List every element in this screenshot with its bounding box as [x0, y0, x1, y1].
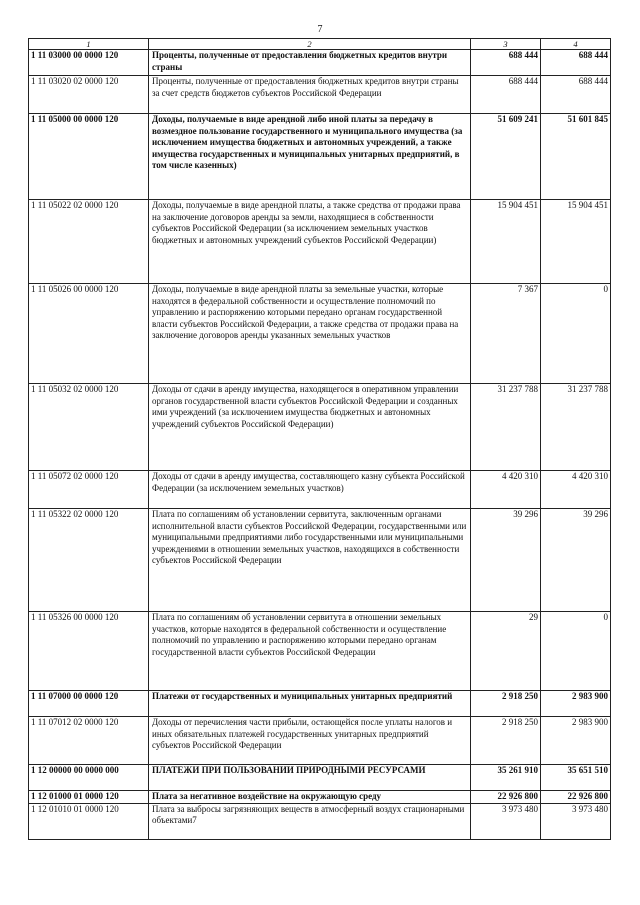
value-col4-cell: 0: [541, 284, 611, 384]
value-col4-cell: 51 601 845: [541, 114, 611, 200]
table-row: [29, 791, 611, 804]
table-row: [29, 691, 611, 717]
value-col4-cell: 3 973 480: [541, 803, 611, 839]
column-header: 1: [29, 39, 149, 50]
name-cell: Плата по соглашениям об установлении сервитута, заключенным органами исполнительной власти субъектов Российской Федерации, государственными или муниципальными предприятиями либо государственными или муниципальными учреждениями в отношении земельных участков, находящихся в собственности субъектов Российской Федерации: [149, 509, 471, 612]
value-col4-cell: 688 444: [541, 76, 611, 114]
value-col4-cell: 4 420 310: [541, 471, 611, 509]
name-cell: Доходы, получаемые в виде арендной платы, а также средства от продажи права на заключение договоров аренды за земли, находящиеся в собственности субъектов Российской Федерации (за исключением земельных участков бюджетных и автономных учреждений субъектов Российской Федерации): [149, 200, 471, 284]
table-row: [29, 284, 611, 384]
code-cell: 1 11 05322 02 0000 120: [29, 509, 149, 612]
code-cell: 1 12 01000 01 0000 120: [29, 791, 149, 804]
name-cell: Плата по соглашениям об установлении сервитута в отношении земельных участков, которые находятся в федеральной собственности и осуществление полномочий по управлению и распоряжению которыми передано органам государственной власти субъектов Российской Федерации: [149, 612, 471, 691]
code-cell: 1 11 05026 00 0000 120: [29, 284, 149, 384]
table-row: [29, 765, 611, 791]
code-cell: 1 11 05326 00 0000 120: [29, 612, 149, 691]
name-cell: Доходы от перечисления части прибыли, остающейся после уплаты налогов и иных обязательных платежей государственных унитарных предприятий субъектов Российской Федерации: [149, 717, 471, 765]
name-cell: Платежи от государственных и муниципальных унитарных предприятий: [149, 691, 471, 717]
name-cell: Плата за выбросы загрязняющих веществ в атмосферный воздух стационарными объектами7: [149, 803, 471, 839]
value-col3-cell: 31 237 788: [471, 384, 541, 471]
name-cell: Доходы от сдачи в аренду имущества, составляющего казну субъекта Российской Федерации (за исключением земельных участков): [149, 471, 471, 509]
value-col3-cell: 15 904 451: [471, 200, 541, 284]
value-col3-cell: 3 973 480: [471, 803, 541, 839]
column-header: 4: [541, 39, 611, 50]
code-cell: 1 11 07012 02 0000 120: [29, 717, 149, 765]
code-cell: 1 11 07000 00 0000 120: [29, 691, 149, 717]
name-cell: Доходы, получаемые в виде арендной платы за земельные участки, которые находятся в федеральной собственности и осуществление полномочий по управлению и распоряжению которыми передано органам государственной власти субъектов Российской Федерации, а также средства от продажи права на заключение договоров аренды указанных земельных участков: [149, 284, 471, 384]
name-cell: Проценты, полученные от предоставления бюджетных кредитов внутри страны за счет средств бюджетов субъектов Российской Федерации: [149, 76, 471, 114]
code-cell: 1 11 05032 02 0000 120: [29, 384, 149, 471]
value-col4-cell: 2 983 900: [541, 717, 611, 765]
value-col3-cell: 51 609 241: [471, 114, 541, 200]
value-col4-cell: 15 904 451: [541, 200, 611, 284]
code-cell: 1 11 03020 02 0000 120: [29, 76, 149, 114]
value-col3-cell: 35 261 910: [471, 765, 541, 791]
value-col3-cell: 688 444: [471, 76, 541, 114]
value-col3-cell: 22 926 800: [471, 791, 541, 804]
table-row: [29, 384, 611, 471]
table-row: [29, 803, 611, 839]
name-cell: Доходы от сдачи в аренду имущества, находящегося в оперативном управлении органов государственной власти субъектов Российской Федерации и созданных ими учреждений (за исключением имущества бюджетных и автономных учреждений субъектов Российской Федерации): [149, 384, 471, 471]
name-cell: ПЛАТЕЖИ ПРИ ПОЛЬЗОВАНИИ ПРИРОДНЫМИ РЕСУРСАМИ: [149, 765, 471, 791]
table-row: [29, 612, 611, 691]
column-number-row: [29, 39, 611, 50]
table-row: [29, 717, 611, 765]
value-col3-cell: 688 444: [471, 50, 541, 76]
code-cell: 1 11 05072 02 0000 120: [29, 471, 149, 509]
code-cell: 1 12 00000 00 0000 000: [29, 765, 149, 791]
value-col3-cell: 7 367: [471, 284, 541, 384]
code-cell: 1 11 05000 00 0000 120: [29, 114, 149, 200]
code-cell: 1 11 05022 02 0000 120: [29, 200, 149, 284]
code-cell: 1 11 03000 00 0000 120: [29, 50, 149, 76]
value-col4-cell: 688 444: [541, 50, 611, 76]
table-row: [29, 114, 611, 200]
page-number: 7: [317, 24, 323, 35]
name-cell: Проценты, полученные от предоставления бюджетных кредитов внутри страны: [149, 50, 471, 76]
value-col3-cell: 4 420 310: [471, 471, 541, 509]
value-col4-cell: 0: [541, 612, 611, 691]
table-row: [29, 76, 611, 114]
table-row: [29, 50, 611, 76]
value-col3-cell: 2 918 250: [471, 691, 541, 717]
table-row: [29, 509, 611, 612]
value-col4-cell: 2 983 900: [541, 691, 611, 717]
value-col4-cell: 35 651 510: [541, 765, 611, 791]
value-col4-cell: 39 296: [541, 509, 611, 612]
name-cell: Плата за негативное воздействие на окружающую среду: [149, 791, 471, 804]
column-header: 3: [471, 39, 541, 50]
table-row: [29, 471, 611, 509]
value-col4-cell: 22 926 800: [541, 791, 611, 804]
name-cell: Доходы, получаемые в виде арендной либо иной платы за передачу в возмездное пользование государственного и муниципального имущества (за исключением имущества бюджетных и автономных учреждений, а также имущества государственных и муниципальных унитарных предприятий, в том числе казенных): [149, 114, 471, 200]
revenue-table: [28, 38, 611, 840]
column-header: 2: [149, 39, 471, 50]
value-col3-cell: 2 918 250: [471, 717, 541, 765]
value-col3-cell: 39 296: [471, 509, 541, 612]
value-col4-cell: 31 237 788: [541, 384, 611, 471]
code-cell: 1 12 01010 01 0000 120: [29, 803, 149, 839]
table-row: [29, 200, 611, 284]
value-col3-cell: 29: [471, 612, 541, 691]
